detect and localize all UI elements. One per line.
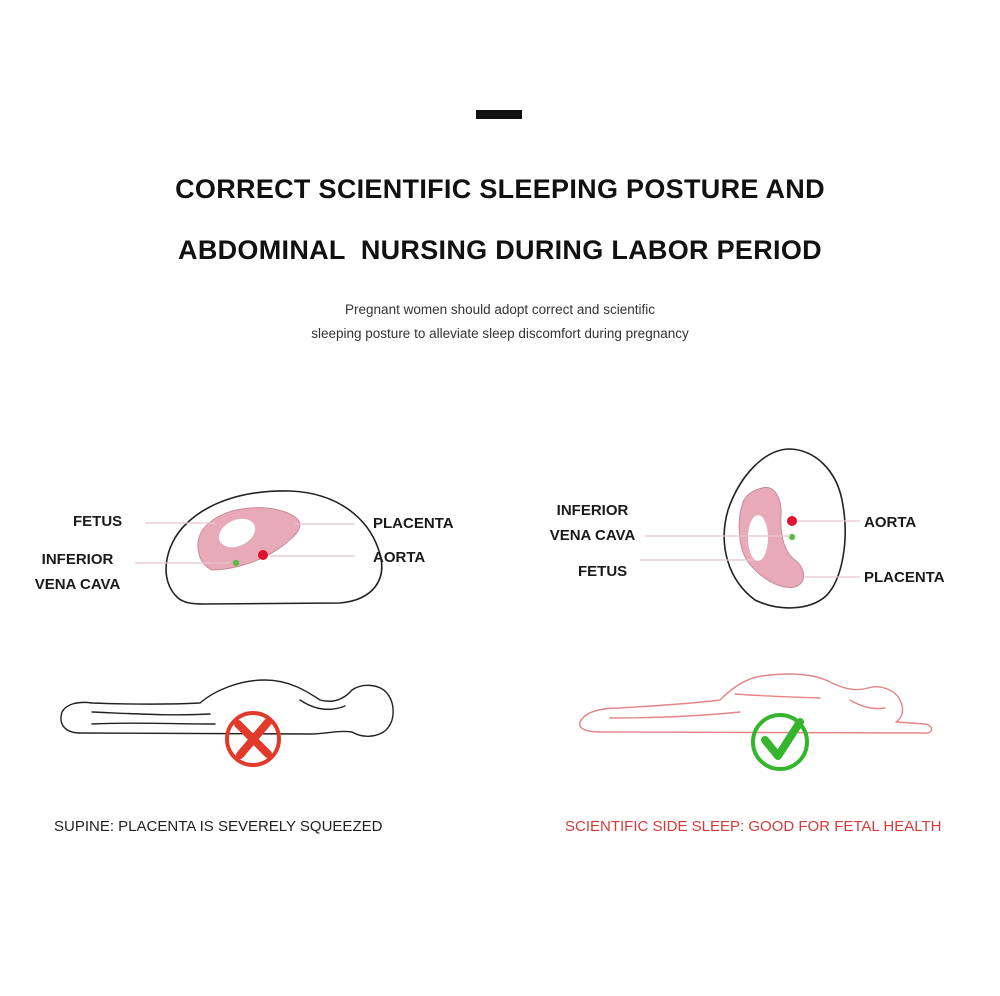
page-title-line-1: CORRECT SCIENTIFIC SLEEPING POSTURE AND: [175, 174, 825, 204]
aorta-dot-right: [787, 516, 797, 526]
label-vena-cava-left: VENA CAVA: [34, 576, 121, 593]
side-sleep-body-outline: [580, 674, 932, 733]
fetus-shape-right: [748, 515, 768, 561]
side-sleep-cross-section: [640, 449, 860, 608]
aorta-dot-left: [258, 550, 268, 560]
caption-supine: SUPINE: PLACENTA IS SEVERELY SQUEEZED: [54, 818, 383, 835]
label-placenta-right: PLACENTA: [864, 569, 945, 586]
label-inferior-right: INFERIOR: [556, 502, 629, 519]
caption-side-sleep: SCIENTIFIC SIDE SLEEP: GOOD FOR FETAL HEALTH: [565, 818, 942, 835]
page-title-line-2: ABDOMINAL NURSING DURING LABOR PERIOD: [178, 235, 822, 265]
label-fetus-right: FETUS: [578, 563, 628, 580]
check-circle-icon: [753, 715, 807, 769]
vena-cava-dot-right: [789, 534, 795, 540]
vena-cava-dot-left: [233, 560, 239, 566]
label-inferior-vena-cava-left: [30, 551, 125, 594]
label-inferior-left: INFERIOR: [41, 551, 114, 568]
label-placenta-left: PLACENTA: [373, 515, 454, 532]
subtitle-line-1: Pregnant women should adopt correct and scientific: [345, 302, 655, 317]
cross-circle-icon: [227, 713, 279, 765]
supine-cross-section: [135, 491, 382, 604]
subtitle-line-2: sleeping posture to alleviate sleep discomfort during pregnancy: [311, 326, 689, 341]
label-fetus-left: FETUS: [73, 513, 123, 530]
label-vena-cava-right: VENA CAVA: [549, 527, 636, 544]
label-inferior-vena-cava-right: [545, 502, 640, 545]
label-aorta-left: AORTA: [373, 549, 426, 566]
label-aorta-right: AORTA: [864, 514, 917, 531]
supine-body-outline: [61, 680, 393, 736]
